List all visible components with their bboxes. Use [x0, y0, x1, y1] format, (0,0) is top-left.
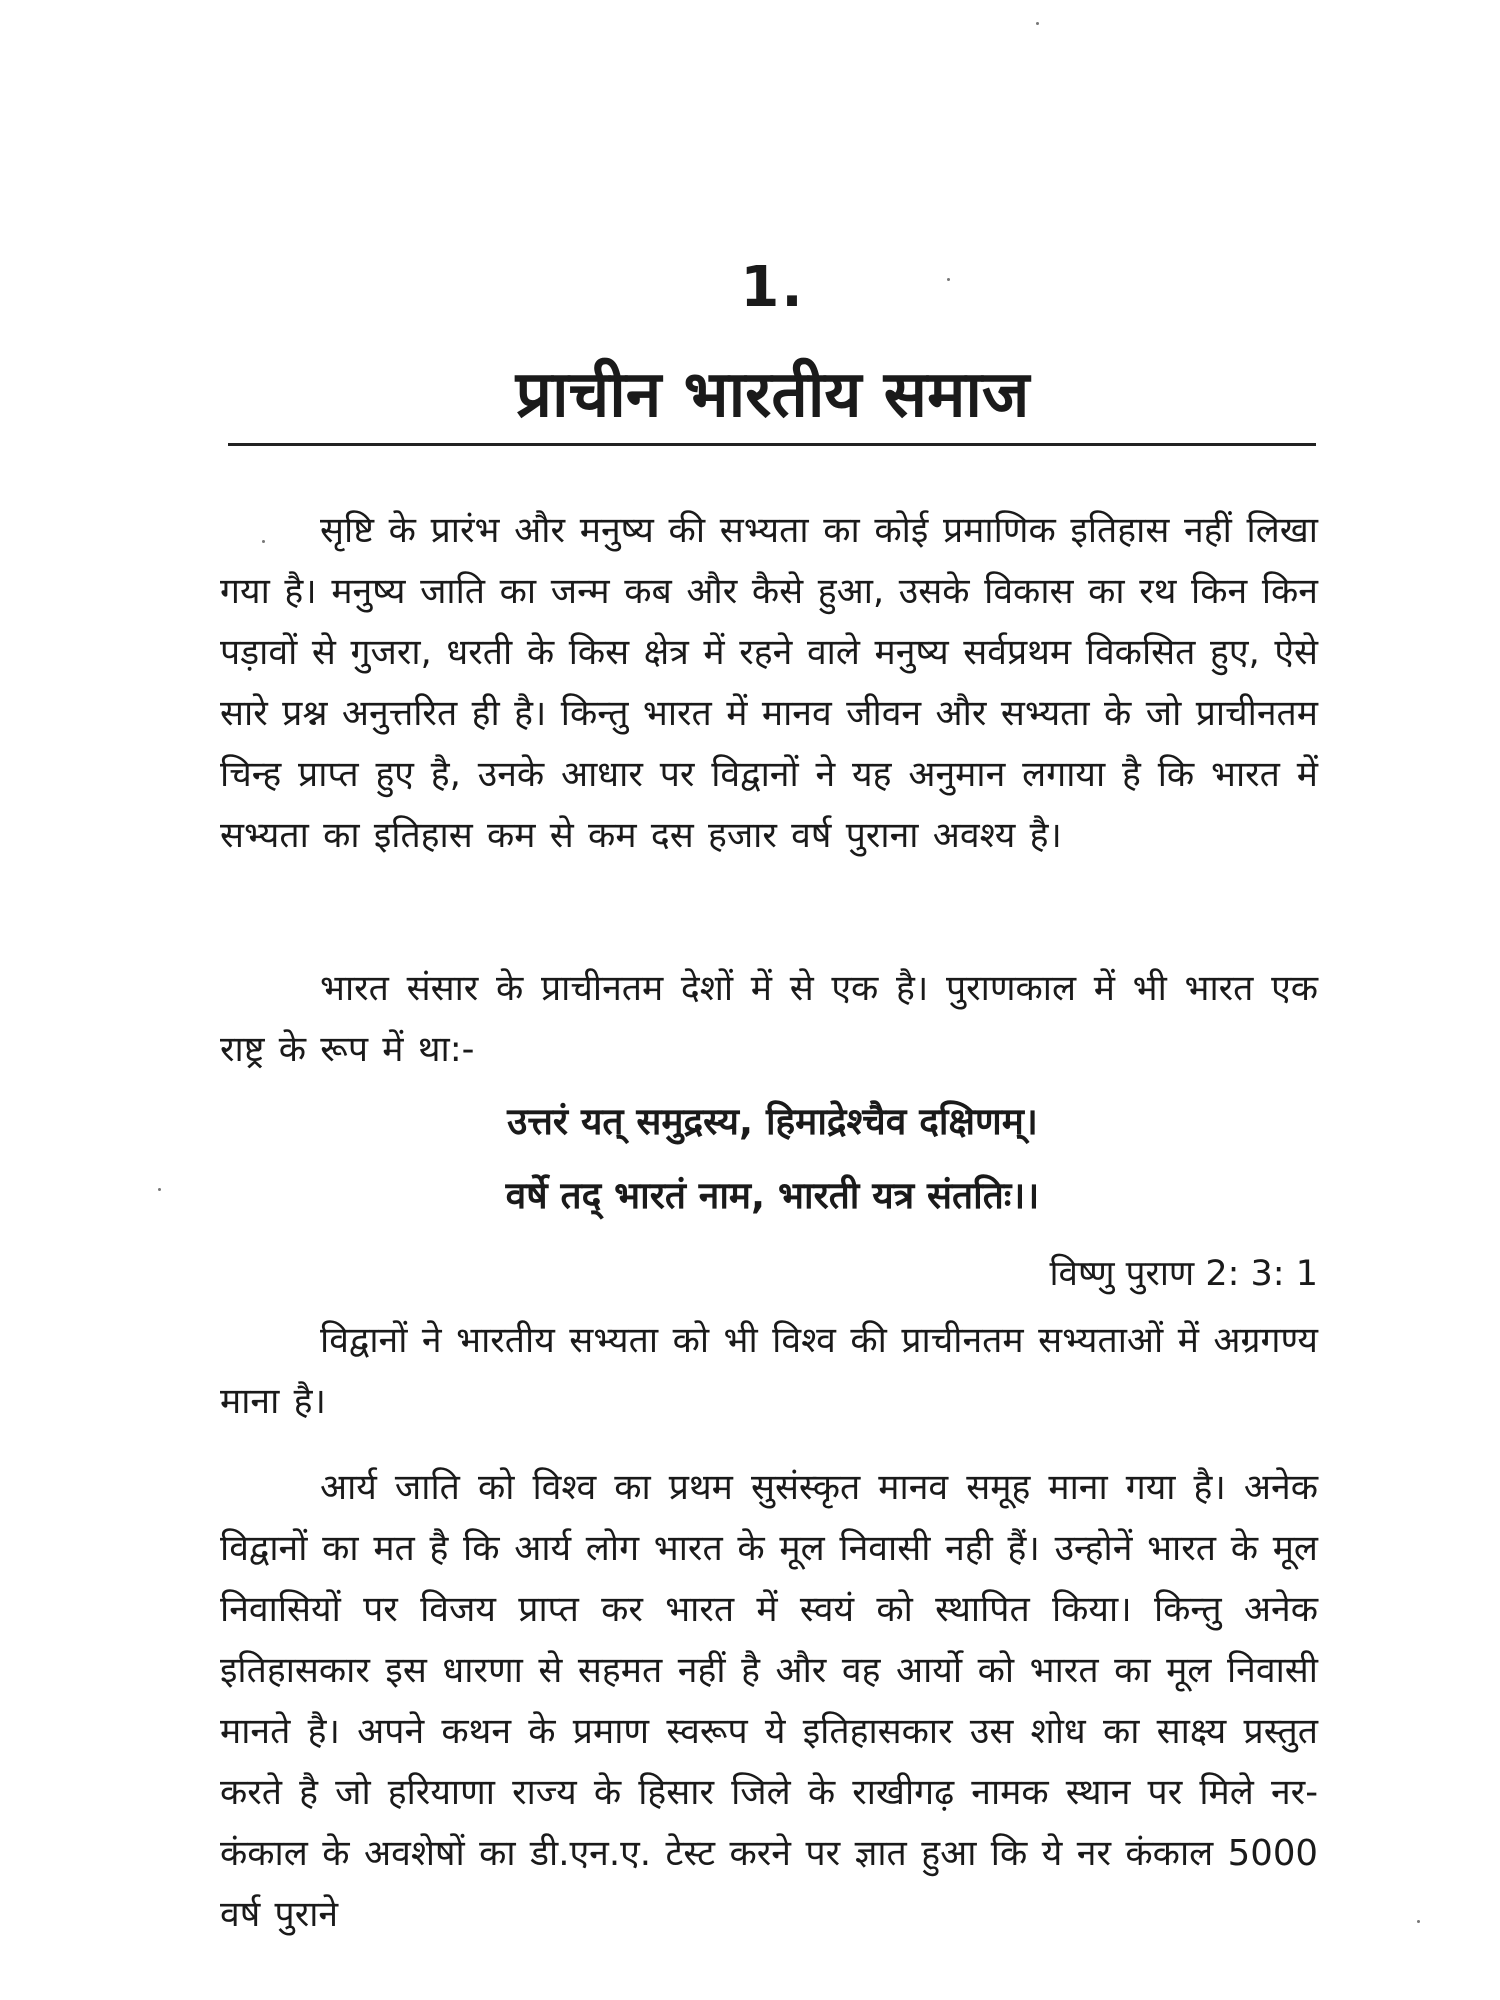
scan-speck [262, 540, 265, 543]
verse-citation: विष्णु पुराण 2: 3: 1 [1049, 1254, 1318, 1294]
chapter-number: 1. [740, 255, 805, 320]
paragraph-4-block [220, 1457, 1318, 1945]
scan-speck [1417, 1920, 1420, 1923]
scan-speck [158, 1188, 161, 1191]
paragraph-2-block [220, 958, 1318, 1080]
scan-speck [947, 278, 950, 281]
paragraph-3: विद्वानों ने भारतीय सभ्यता को भी विश्व की प्राचीनतम सभ्यताओं में अग्रगण्य माना है। [220, 1320, 1318, 1422]
paragraph-1: सृष्टि के प्रारंभ और मनुष्य की सभ्यता का कोई प्रमाणिक इतिहास नहीं लिखा गया है। मनुष्य जाति का जन्म कब और कैसे हुआ, उसके विकास का रथ किन किन पड़ावों से गुजरा, धरती के किस क्षेत्र में रहने वाले मनुष्य सर्वप्रथम विकसित हुए, ऐसे सारे प्रश्न अनुत्तरित ही है। किन्तु भारत में मानव जीवन और सभ्यता के जो प्राचीनतम चिन्ह प्राप्त हुए है, उनके आधार पर विद्वानों ने यह अनुमान लगाया है कि भारत में सभ्यता का इतिहास कम से कम दस हजार वर्ष पुराना अवश्य है। [220, 510, 1318, 856]
verse-line-1: उत्तरं यत् समुद्रस्य, हिमाद्रेश्चैव दक्षिणम्। [507, 1100, 1038, 1143]
paragraph-3-block [220, 1310, 1318, 1432]
scan-speck [1036, 22, 1039, 25]
paragraph-1-block [220, 500, 1318, 866]
paragraph-4: आर्य जाति को विश्व का प्रथम सुसंस्कृत मानव समूह माना गया है। अनेक विद्वानों का मत है कि आर्य लोग भारत के मूल निवासी नही हैं। उन्होनें भारत के मूल निवासियों पर विजय प्राप्त कर भारत में स्वयं को स्थापित किया। किन्तु अनेक इतिहासकार इस धारणा से सहमत नहीं है और वह आर्यो को भारत का मूल निवासी मानते है। अपने कथन के प्रमाण स्वरूप ये इतिहासकार उस शोध का साक्ष्य प्रस्तुत करते है जो हरियाणा राज्य के हिसार जिले के राखीगढ़ नामक स्थान पर मिले नर-कंकाल के अवशेषों का डी.एन.ए. टेस्ट करने पर ज्ञात हुआ कि ये नर कंकाल 5000 वर्ष पुराने [220, 1467, 1318, 1935]
title-underline-rule [228, 443, 1316, 446]
chapter-title: प्राचीन भारतीय समाज [515, 358, 1030, 432]
paragraph-2: भारत संसार के प्राचीनतम देशों में से एक है। पुराणकाल में भी भारत एक राष्ट्र के रूप में था:- [220, 968, 1318, 1070]
verse-line-2: वर्षे तद् भारतं नाम, भारती यत्र संततिः।। [505, 1174, 1040, 1217]
